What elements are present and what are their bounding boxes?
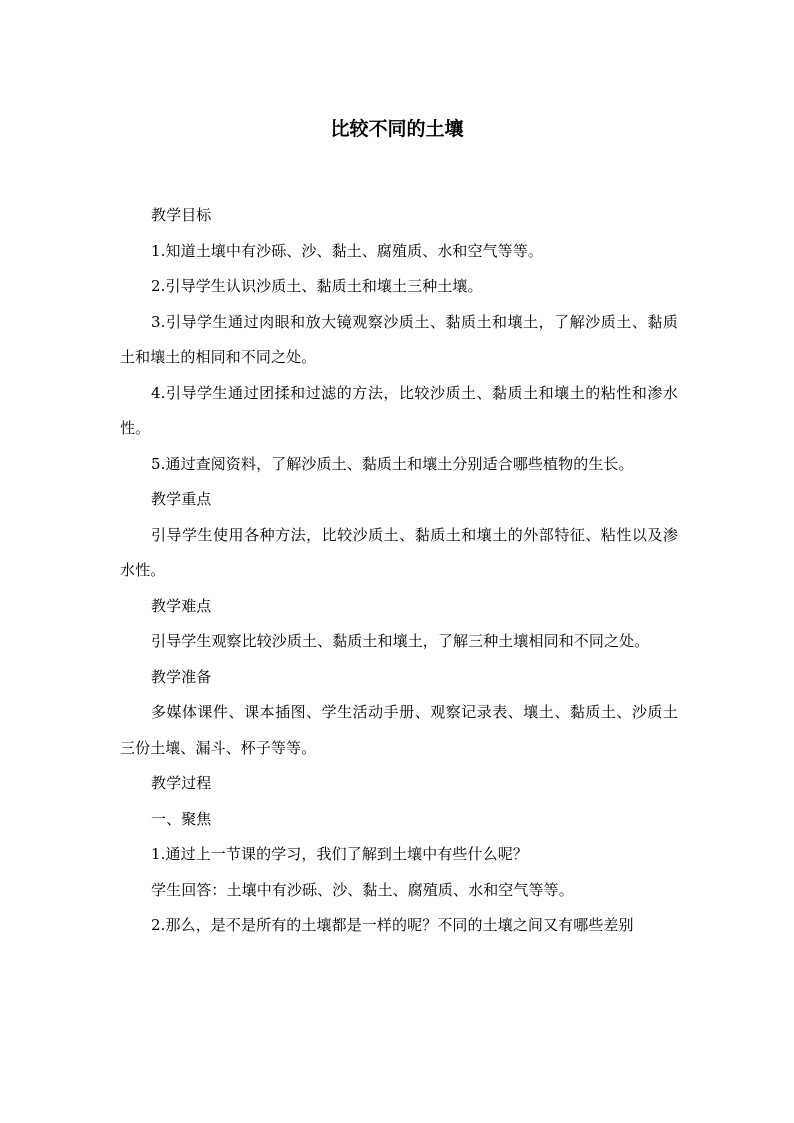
- goal-item-2: 2.引导学生认识沙质土、黏质土和壤土三种土壤。: [151, 277, 483, 295]
- process-item-1: 1.通过上一节课的学习，我们了解到土壤中有些什么呢？: [151, 845, 528, 863]
- goal-item-1: 1.知道土壤中有沙砾、沙、黏土、腐殖质、水和空气等等。: [151, 241, 544, 260]
- section-focus: 一、聚焦: [151, 809, 212, 828]
- preparation-text: 多媒体课件、课本插图、学生活动手册、观察记录表、壤土、黏质土、沙质土三份土壤、漏斗、杯子等等。: [120, 703, 678, 757]
- key-points-text: 引导学生使用各种方法，比较沙质土、黏质土和壤土的外部特征、粘性以及渗水性。: [120, 525, 678, 579]
- heading-process: 教学过程: [151, 774, 212, 792]
- heading-key-points: 教学重点: [151, 490, 212, 508]
- document-title: 比较不同的土壤: [330, 118, 464, 140]
- document-body: [120, 198, 678, 944]
- heading-teaching-goals: 教学目标: [151, 206, 212, 224]
- goal-item-4: 4.引导学生通过团揉和过滤的方法，比较沙质土、黏质土和壤土的粘性和渗水性。: [120, 383, 678, 437]
- heading-preparation: 教学准备: [151, 667, 212, 686]
- student-answer: 学生回答：土壤中有沙砾、沙、黏土、腐殖质、水和空气等等。: [151, 880, 574, 899]
- goal-item-3: 3.引导学生通过肉眼和放大镜观察沙质土、黏质土和壤土，了解沙质土、黏质土和壤土的相同和不同之处。: [120, 312, 678, 366]
- difficulties-text: 引导学生观察比较沙质土、黏质土和壤土，了解三种土壤相同和不同之处。: [151, 632, 650, 650]
- heading-difficulties: 教学难点: [151, 596, 212, 615]
- goal-item-5: 5.通过查阅资料，了解沙质土、黏质土和壤土分别适合哪些植物的生长。: [151, 454, 634, 473]
- process-item-2: 2.那么，是不是所有的土壤都是一样的呢？不同的土壤之间又有哪些差别: [151, 916, 634, 934]
